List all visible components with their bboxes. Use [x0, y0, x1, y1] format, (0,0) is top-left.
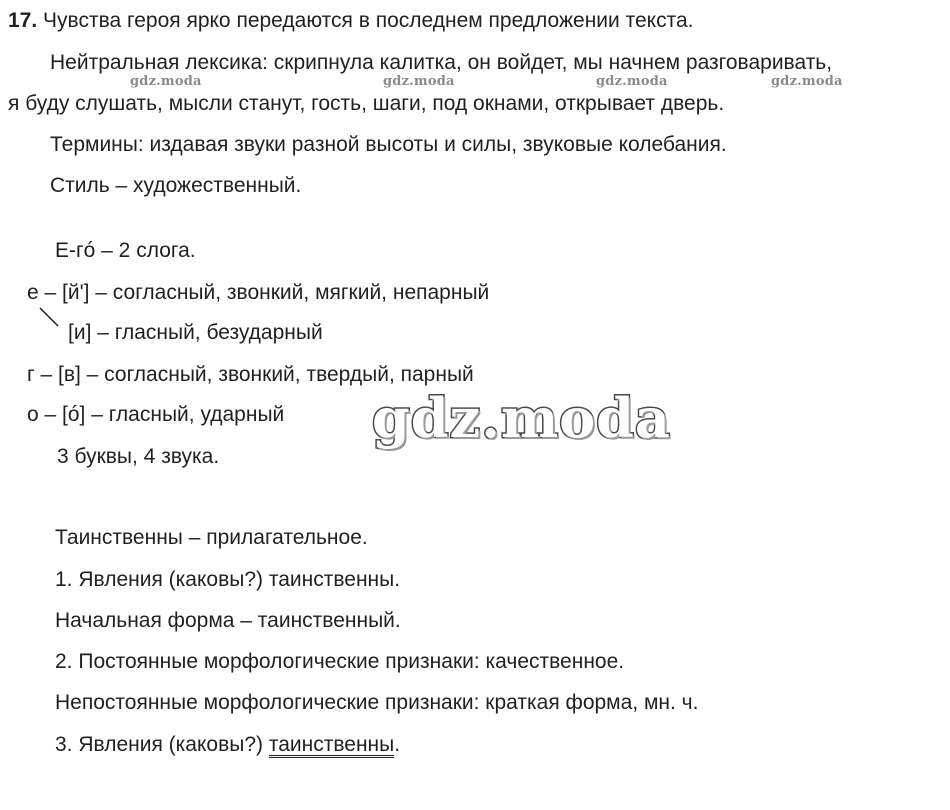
exercise-text-1: Чувства героя ярко передаются в последнем предложении текста.: [43, 9, 694, 32]
watermark-small-3: gdz.moda: [596, 74, 668, 89]
watermark-small-4: gdz.moda: [771, 74, 843, 89]
phonetic-row-e: е – [й'] – согласный, звонкий, мягкий, непарный: [27, 281, 490, 304]
exercise-number: 17.: [8, 9, 38, 32]
watermark-large: gdz.moda: [372, 386, 671, 450]
phonetic-row-g: г – [в] – согласный, звонкий, твердый, парный: [27, 363, 474, 386]
phonetic-summary: 3 буквы, 4 звука.: [57, 445, 220, 468]
morphology-heading: Таинственны – прилагательное.: [55, 526, 368, 549]
point-3-prefix: 3. Явления (каковы?): [55, 733, 269, 756]
morphology-point-3: [55, 733, 400, 757]
neutral-vocabulary-line-2: я буду слушать, мысли станут, гость, шаги, под окнами, открывает дверь.: [8, 92, 725, 115]
morphology-point-2: 2. Постоянные морфологические признаки: качественное.: [55, 650, 625, 673]
style-line: Стиль – художественный.: [50, 174, 302, 197]
initial-form-line: Начальная форма – таинственный.: [55, 609, 401, 632]
point-3-suffix: .: [394, 733, 401, 756]
terms-line: Термины: издавая звуки разной высоты и силы, звуковые колебания.: [50, 133, 727, 156]
phonetic-row-i: [и] – гласный, безударный: [68, 321, 323, 344]
watermark-small-2: gdz.moda: [383, 74, 455, 89]
watermark-small-1: gdz.moda: [130, 74, 202, 89]
phonetic-row-o: о – [ó] – гласный, ударный: [27, 403, 285, 426]
neutral-vocabulary-line-1: Нейтральная лексика: скрипнула калитка, он войдет, мы начнем разговаривать,: [50, 51, 833, 74]
phonetic-heading: Е-гó – 2 слога.: [55, 239, 196, 262]
predicate-word: таинственны: [268, 733, 395, 756]
morphology-point-1: 1. Явления (каковы?) таинственны.: [55, 568, 401, 591]
nonconstant-features-line: Непостоянные морфологические признаки: краткая форма, мн. ч.: [55, 691, 699, 714]
